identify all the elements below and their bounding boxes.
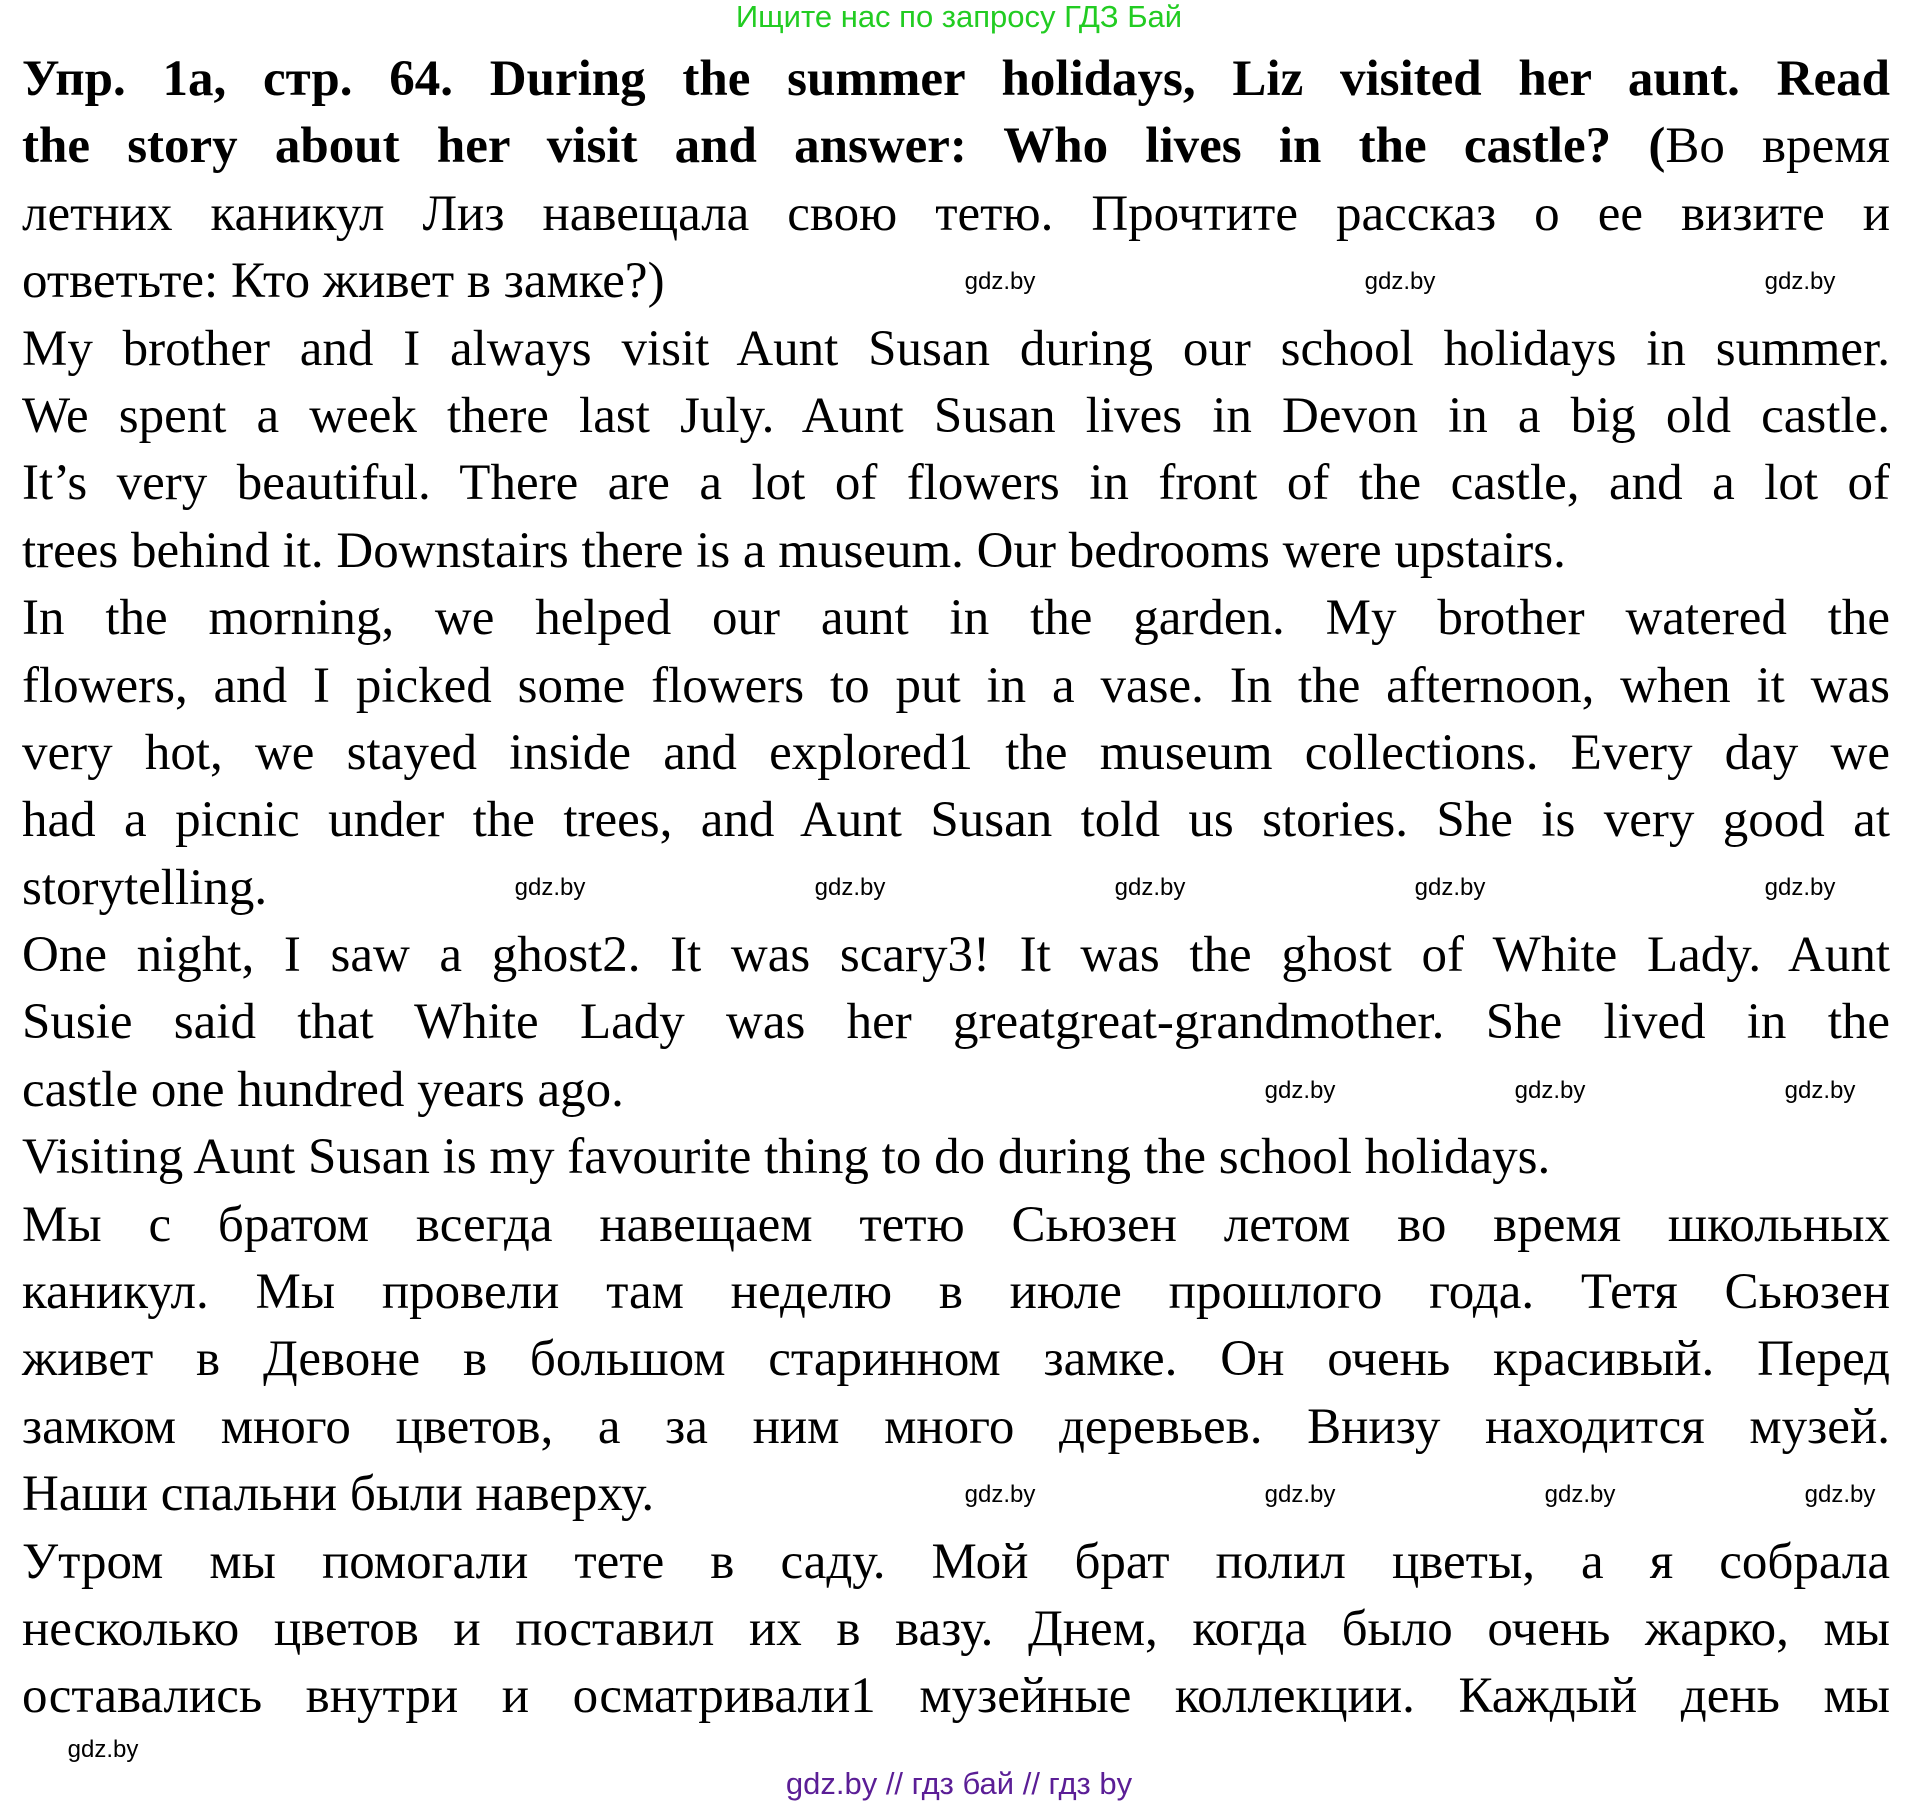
title-bold: the story about her visit and answer: Who lives in the castle? (: [22, 118, 1666, 175]
watermark: gdz.by: [1264, 1077, 1336, 1104]
story-line: Visiting Aunt Susan is my favourite thing to do during the school holidays.: [22, 1129, 1551, 1186]
story-line: very hot, we stayed inside and explored1 the museum collections. Every day we: [22, 724, 1890, 781]
title-bold: Упр. 1a, стр. 64. During the summer holidays, Liz visited her aunt. Read: [22, 51, 1890, 107]
story-line: We spent a week there last July. Aunt Susan lives in Devon in a big old castle.: [22, 387, 1890, 444]
story-line: Утром мы помогали тете в саду. Мой брат полил цветы, а я собрала: [22, 1533, 1890, 1590]
watermark: gdz.by: [964, 268, 1036, 295]
watermark: gdz.by: [1364, 268, 1436, 295]
watermark: gdz.by: [1114, 874, 1186, 901]
story-line: несколько цветов и поставил их в вазу. Днем, когда было очень жарко, мы: [22, 1600, 1890, 1657]
watermark: gdz.by: [1264, 1481, 1336, 1508]
exercise-text: [22, 46, 1890, 1731]
story-line: It’s very beautiful. There are a lot of flowers in front of the castle, and a lot of: [22, 455, 1890, 512]
watermark: gdz.by: [1514, 1077, 1586, 1104]
watermark: gdz.by: [1544, 1481, 1616, 1508]
story-line: storytelling.: [22, 859, 268, 916]
story-line: One night, I saw a ghost2. It was scary3! It was the ghost of White Lady. Aunt: [22, 927, 1890, 984]
story-line: In the morning, we helped our aunt in the garden. My brother watered the: [22, 590, 1890, 647]
watermark: gdz.by: [1804, 1481, 1876, 1508]
watermark: gdz.by: [67, 1736, 139, 1763]
story-line: trees behind it. Downstairs there is a museum. Our bedrooms were upstairs.: [22, 522, 1566, 579]
story-line: Мы с братом всегда навещаем тетю Сьюзен летом во время школьных: [22, 1196, 1890, 1253]
story-line: замком много цветов, а за ним много деревьев. Внизу находится музей.: [22, 1398, 1890, 1455]
story-body: [22, 316, 1890, 1731]
watermark: gdz.by: [964, 1481, 1036, 1508]
title-translation-line: летних каникул Лиз навещала свою тетю. Прочтите рассказ о ее визите и: [22, 185, 1890, 242]
story-line: castle one hundred years ago.: [22, 1061, 624, 1118]
story-line: flowers, and I picked some flowers to put in a vase. In the afternoon, when it was: [22, 657, 1890, 714]
story-line: оставались внутри и осматривали1 музейные коллекции. Каждый день мы: [22, 1668, 1890, 1725]
title-line: [22, 46, 1890, 113]
title-line: [22, 113, 1890, 180]
footer-links[interactable]: gdz.by // гдз бай // гдз by: [785, 1766, 1133, 1801]
story-line: живет в Девоне в большом старинном замке. Он очень красивый. Перед: [22, 1331, 1890, 1388]
story-line: Наши спальни были наверху.: [22, 1466, 655, 1523]
story-line: My brother and I always visit Aunt Susan during our school holidays in summer.: [22, 320, 1890, 377]
watermark: gdz.by: [814, 874, 886, 901]
watermark: gdz.by: [1764, 874, 1836, 901]
watermark: gdz.by: [514, 874, 586, 901]
story-line: Susie said that White Lady was her greatgreat-grandmother. She lived in the: [22, 994, 1890, 1051]
watermark: gdz.by: [1414, 874, 1486, 901]
watermark: gdz.by: [1784, 1077, 1856, 1104]
story-line: had a picnic under the trees, and Aunt Susan told us stories. She is very good at: [22, 792, 1890, 849]
title-translation-line: ответьте: Кто живет в замке?): [22, 253, 665, 310]
story-line: каникул. Мы провели там неделю в июле прошлого года. Тетя Сьюзен: [22, 1264, 1890, 1321]
search-banner: Ищите нас по запросу ГДЗ Бай: [735, 0, 1183, 34]
watermark: gdz.by: [1764, 268, 1836, 295]
title-translation: Во время: [1665, 118, 1891, 175]
